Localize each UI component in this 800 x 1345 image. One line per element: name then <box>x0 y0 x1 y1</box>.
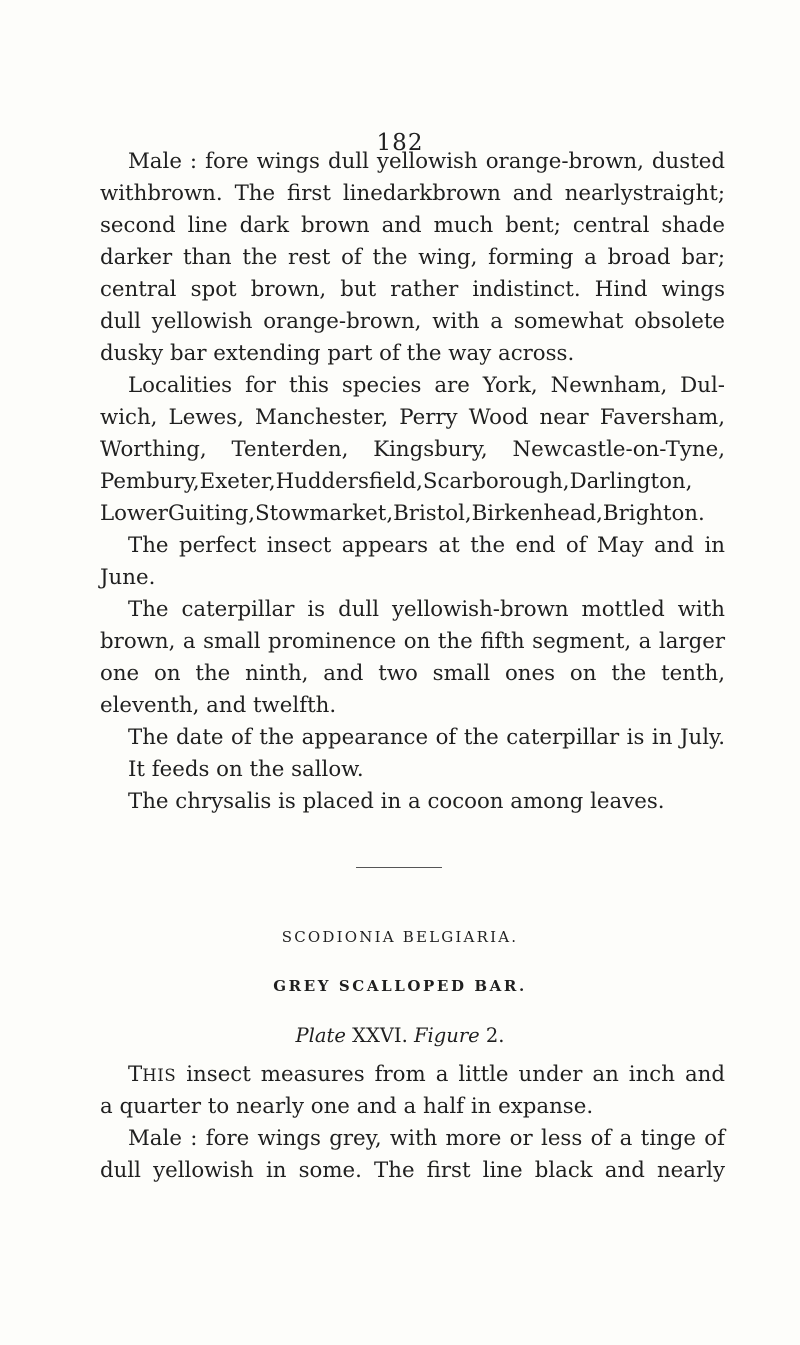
text-line: dull yellowish in some. The first line black and nearly <box>100 1158 725 1183</box>
text-line <box>100 1059 725 1091</box>
text-line: Worthing, Tenterden, Kingsbury, Newcastle-on-Tyne, <box>100 437 725 462</box>
text-line: The date of the appearance of the caterpillar is in July. <box>128 725 725 750</box>
figure-number: 2. <box>485 1024 505 1047</box>
text-line: Male : fore wings grey, with more or less of a tinge of <box>128 1126 725 1151</box>
text-line: dull yellowish orange-brown, with a somewhat obsolete <box>100 309 725 334</box>
page-number: 182 <box>376 130 424 156</box>
plate-reference <box>0 1024 800 1047</box>
text-line: darker than the rest of the wing, forming a broad bar; <box>100 245 725 270</box>
text-line: The caterpillar is dull yellowish-brown mottled with <box>128 597 725 622</box>
text-line: withbrown. The first linedarkbrown and nearlystraight; <box>100 181 725 206</box>
text-line: LowerGuiting,Stowmarket,Bristol,Birkenhead,Brighton. <box>100 501 705 526</box>
text-line: Pembury,Exeter,Huddersfield,Scarborough,Darlington, <box>100 469 693 494</box>
text-line: The perfect insect appears at the end of May and in <box>128 533 725 558</box>
text-line: one on the ninth, and two small ones on the tenth, <box>100 661 725 686</box>
figure-label: Figure <box>414 1024 480 1047</box>
plate-label: Plate <box>295 1024 346 1047</box>
text-line: brown, a small prominence on the fifth segment, a larger <box>100 629 725 654</box>
text-line: Male : fore wings dull yellowish orange-brown, dusted <box>128 149 725 174</box>
common-name-heading: GREY SCALLOPED BAR. <box>273 977 527 995</box>
text-line: dusky bar extending part of the way across. <box>100 341 575 366</box>
species-heading: SCODIONIA BELGIARIA. <box>281 928 519 946</box>
text-line: central spot brown, but rather indistinct. Hind wings <box>100 277 725 302</box>
text-line: second line dark brown and much bent; central shade <box>100 213 725 238</box>
text-span: insect measures from a little under an inch and <box>186 1062 725 1087</box>
text-line: eleventh, and twelfth. <box>100 693 337 718</box>
section-divider <box>356 867 442 868</box>
text-line: wich, Lewes, Manchester, Perry Wood near Faversham, <box>100 405 725 430</box>
text-line: June. <box>100 565 156 590</box>
text-line: a quarter to nearly one and a half in expanse. <box>100 1094 594 1119</box>
smallcaps-initial: T <box>128 1062 143 1087</box>
text-line: It feeds on the sallow. <box>128 757 364 782</box>
text-line: The chrysalis is placed in a cocoon among leaves. <box>128 789 665 814</box>
smallcaps-rest: HIS <box>142 1066 177 1085</box>
plate-number: XXVI. <box>352 1024 408 1047</box>
text-line: Localities for this species are York, Newnham, Dul- <box>128 373 725 398</box>
